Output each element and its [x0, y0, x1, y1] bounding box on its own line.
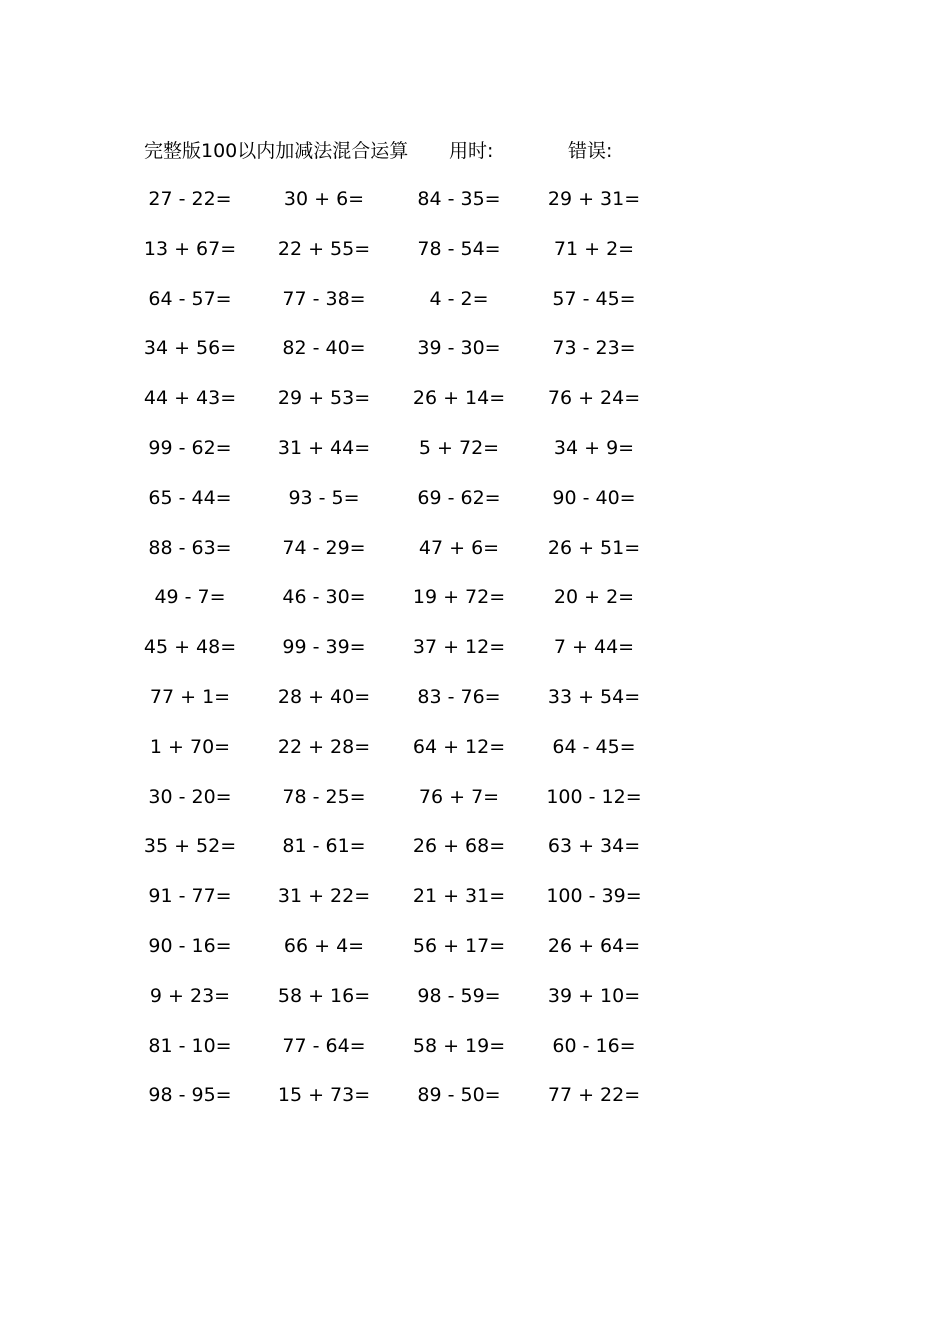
- problem-cell: 77 - 38=: [282, 287, 366, 310]
- problem-cell: 90 - 16=: [148, 934, 232, 957]
- problem-cell: 29 + 31=: [547, 188, 641, 210]
- problem-row: [0, 383, 950, 433]
- problem-cell: 100 - 39=: [546, 885, 642, 908]
- problem-row: [0, 184, 950, 234]
- problem-cell: 77 + 22=: [547, 1084, 641, 1107]
- problem-row: [0, 483, 950, 533]
- problem-row: [0, 533, 950, 583]
- problem-cell: 1 + 70=: [149, 735, 231, 758]
- time-label: 用时:: [449, 140, 494, 162]
- problem-cell: 64 - 45=: [552, 735, 636, 758]
- problem-cell: 22 + 55=: [277, 237, 371, 260]
- problem-cell: 100 - 12=: [546, 785, 642, 808]
- problem-cell: 19 + 72=: [412, 586, 506, 609]
- problem-row: [0, 1031, 950, 1081]
- problem-cell: 73 - 23=: [552, 337, 636, 360]
- problem-cell: 60 - 16=: [552, 1034, 636, 1057]
- problem-cell: 89 - 50=: [417, 1084, 501, 1107]
- problem-cell: 27 - 22=: [148, 188, 232, 210]
- problem-cell: 45 + 48=: [143, 636, 237, 659]
- problem-cell: 47 + 6=: [418, 536, 500, 559]
- problem-cell: 20 + 2=: [553, 586, 635, 609]
- problem-cell: 84 - 35=: [417, 188, 501, 210]
- problem-cell: 93 - 5=: [288, 486, 360, 509]
- problem-cell: 63 + 34=: [547, 835, 641, 858]
- problem-row: [0, 433, 950, 483]
- problem-cell: 56 + 17=: [412, 934, 506, 957]
- problem-cell: 99 - 62=: [148, 436, 232, 459]
- problem-cell: 44 + 43=: [143, 387, 237, 410]
- problem-cell: 76 + 24=: [547, 387, 641, 410]
- problem-cell: 78 - 54=: [417, 237, 501, 260]
- problem-cell: 88 - 63=: [148, 536, 232, 559]
- problem-cell: 5 + 72=: [418, 436, 500, 459]
- problem-cell: 77 + 1=: [149, 685, 231, 708]
- problem-cell: 7 + 44=: [553, 636, 635, 659]
- problem-cell: 13 + 67=: [143, 237, 237, 260]
- problem-cell: 64 + 12=: [412, 735, 506, 758]
- problem-row: [0, 782, 950, 832]
- problem-cell: 33 + 54=: [547, 685, 641, 708]
- problem-cell: 30 - 20=: [148, 785, 232, 808]
- problem-cell: 65 - 44=: [148, 486, 232, 509]
- problem-cell: 58 + 16=: [277, 984, 371, 1007]
- problem-cell: 76 + 7=: [418, 785, 500, 808]
- problem-cell: 22 + 28=: [277, 735, 371, 758]
- problem-row: [0, 981, 950, 1031]
- problem-cell: 34 + 9=: [553, 436, 635, 459]
- problem-cell: 81 - 61=: [282, 835, 366, 858]
- problem-cell: 78 - 25=: [282, 785, 366, 808]
- problem-cell: 4 - 2=: [429, 287, 489, 310]
- problem-cell: 28 + 40=: [277, 685, 371, 708]
- problem-cell: 74 - 29=: [282, 536, 366, 559]
- problem-cell: 77 - 64=: [282, 1034, 366, 1057]
- problem-cell: 21 + 31=: [412, 885, 506, 908]
- problem-row: [0, 831, 950, 881]
- problem-cell: 31 + 22=: [277, 885, 371, 908]
- problem-cell: 29 + 53=: [277, 387, 371, 410]
- problem-cell: 91 - 77=: [148, 885, 232, 908]
- problem-cell: 82 - 40=: [282, 337, 366, 360]
- problem-row: [0, 881, 950, 931]
- problem-cell: 30 + 6=: [283, 188, 365, 210]
- problem-row: [0, 931, 950, 981]
- problem-row: [0, 682, 950, 732]
- problem-cell: 71 + 2=: [553, 237, 635, 260]
- problem-grid: [0, 184, 950, 1130]
- problem-cell: 66 + 4=: [283, 934, 365, 957]
- problem-cell: 46 - 30=: [282, 586, 366, 609]
- problem-row: [0, 632, 950, 682]
- problem-cell: 90 - 40=: [552, 486, 636, 509]
- problem-cell: 81 - 10=: [148, 1034, 232, 1057]
- problem-cell: 26 + 64=: [547, 934, 641, 957]
- problem-cell: 69 - 62=: [417, 486, 501, 509]
- problem-cell: 64 - 57=: [148, 287, 232, 310]
- problem-cell: 15 + 73=: [277, 1084, 371, 1107]
- problem-cell: 31 + 44=: [277, 436, 371, 459]
- problem-cell: 35 + 52=: [143, 835, 237, 858]
- problem-cell: 9 + 23=: [149, 984, 231, 1007]
- problem-row: [0, 234, 950, 284]
- problem-row: [0, 582, 950, 632]
- problem-cell: 26 + 51=: [547, 536, 641, 559]
- problem-cell: 57 - 45=: [552, 287, 636, 310]
- problem-cell: 26 + 14=: [412, 387, 506, 410]
- problem-row: [0, 284, 950, 334]
- problem-cell: 37 + 12=: [412, 636, 506, 659]
- problem-cell: 39 + 10=: [547, 984, 641, 1007]
- worksheet-title: 完整版100以内加减法混合运算: [144, 140, 409, 162]
- error-label: 错误:: [568, 140, 613, 162]
- problem-cell: 34 + 56=: [143, 337, 237, 360]
- worksheet-header: [0, 136, 950, 166]
- problem-cell: 98 - 59=: [417, 984, 501, 1007]
- problem-cell: 99 - 39=: [282, 636, 366, 659]
- problem-cell: 39 - 30=: [417, 337, 501, 360]
- problem-cell: 58 + 19=: [412, 1034, 506, 1057]
- problem-row: [0, 333, 950, 383]
- problem-row: [0, 1080, 950, 1130]
- problem-cell: 98 - 95=: [148, 1084, 232, 1107]
- problem-cell: 49 - 7=: [154, 586, 226, 609]
- problem-row: [0, 732, 950, 782]
- problem-cell: 26 + 68=: [412, 835, 506, 858]
- problem-cell: 83 - 76=: [417, 685, 501, 708]
